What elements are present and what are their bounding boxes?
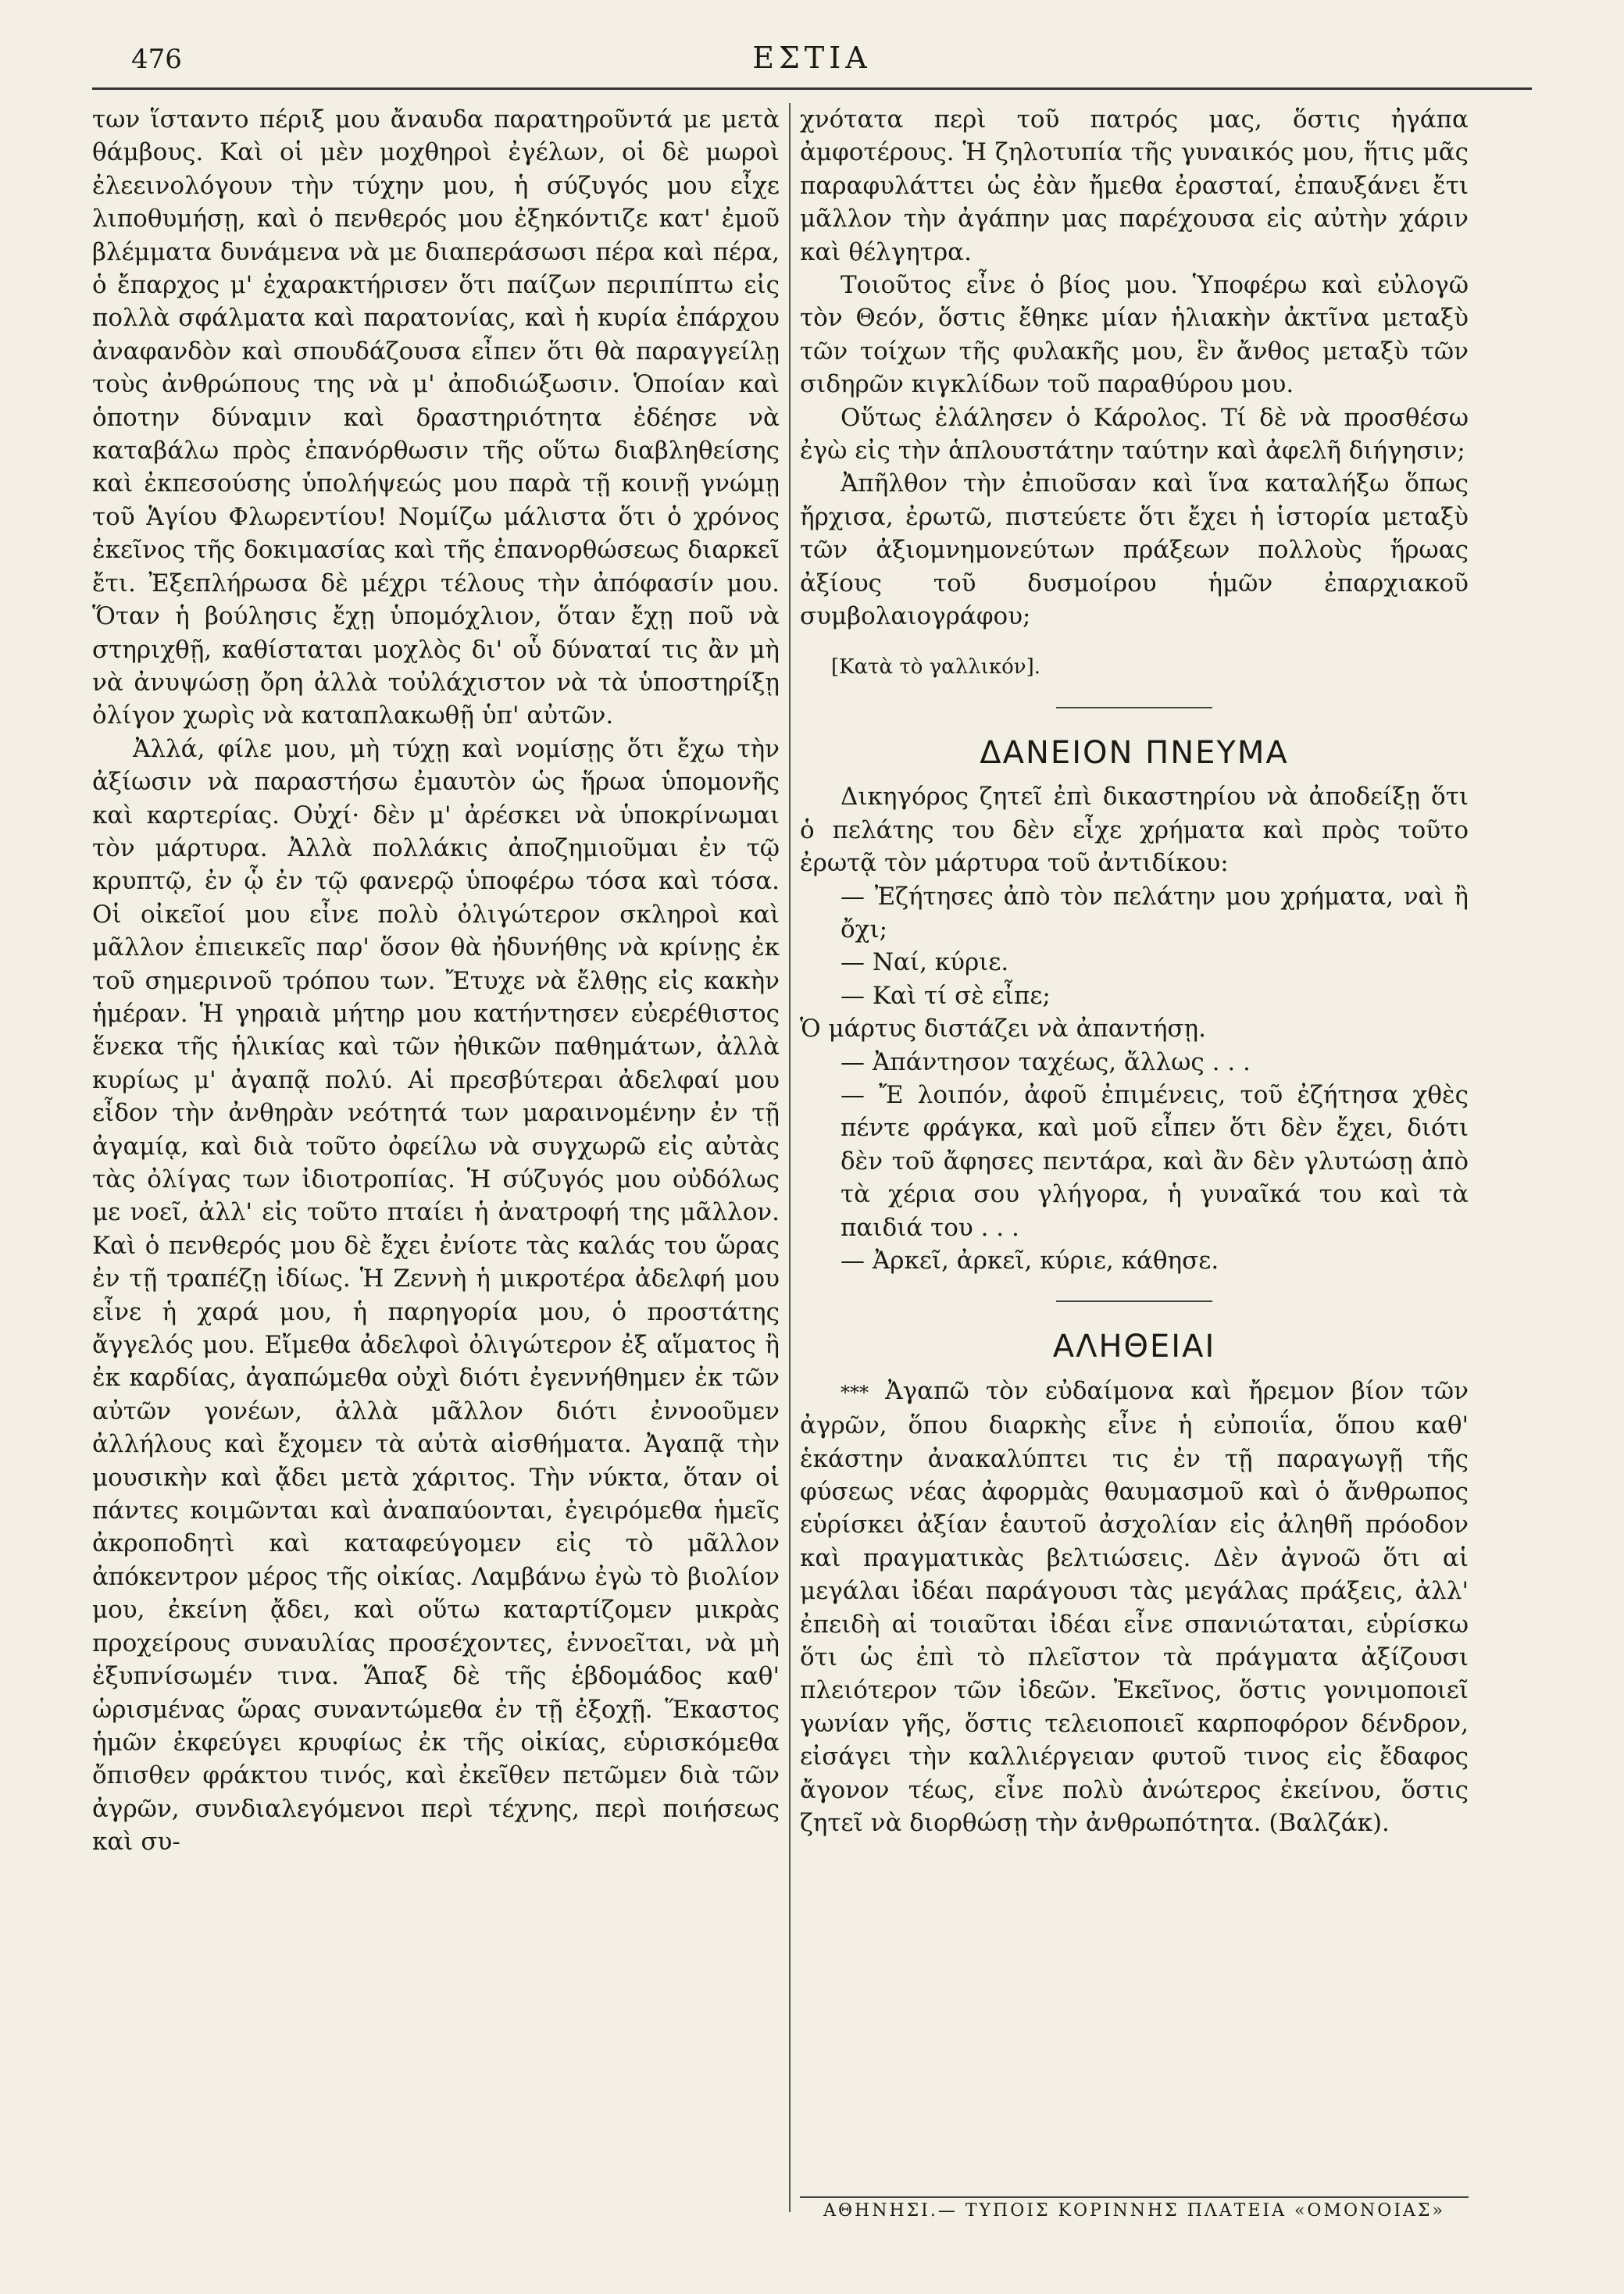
right-paragraph-1: χνότατα περὶ τοῦ πατρός μας, ὅστις ἠγάπα ἀμφοτέρους. Ἡ ζηλοτυπία τῆς γυναικός μου, ἥτις μᾶς παραφυλάττει ὡς ἐὰν ἤμεθα ἐρασταί, ἐπαυξάνει ἔτι μᾶλλον τὴν ἀγάπην μας παρέχουσα εἰς αὐτὴν χάριν καὶ θέλγητρα. xyxy=(800,105,1469,266)
anecdote-intro: Δικηγόρος ζητεῖ ἐπὶ δικαστηρίου νὰ ἀποδείξῃ ὅτι ὁ πελάτης του δὲν εἶχε χρήματα καὶ πρὸς τοῦτο ἐρωτᾷ τὸν μάρτυρα τοῦ ἀντιδίκου: xyxy=(800,783,1469,878)
source-note: [Κατὰ τὸ γαλλικόν]. xyxy=(831,655,1040,679)
footer-rule xyxy=(800,2196,1469,2198)
asterism: *** xyxy=(841,1381,869,1404)
aletheiai-paragraph xyxy=(800,1375,1469,1840)
section-separator xyxy=(1056,1300,1212,1302)
dialogue-line-6: — Ἔ λοιπόν, ἀφοῦ ἐπιμένεις, τοῦ ἐζήτησα χθὲς πέντε φράγκα, καὶ μοῦ εἶπεν ὅτι δὲν ἔχει, διότι δὲν τοῦ ἄφησες πεντάρα, καὶ ἂν δὲν γλυτώσῃ ἀπὸ τὰ χέρια σου γλήγορα, ἡ γυναῖκά του καὶ τὰ παιδιά του . . . xyxy=(841,1080,1469,1242)
dialogue-line-2: — Ναί, κύριε. xyxy=(841,948,1009,977)
right-paragraph-4: Ἀπῆλθον τὴν ἐπιοῦσαν καὶ ἵνα καταλήξω ὅπως ἤρχισα, ἐρωτῶ, πιστεύετε ὅτι ἔχει ἡ ἱστορία μεταξὺ τῶν ἀξιομνημονεύτων πράξεων πολλοὺς ἥρωας ἀξίους τοῦ δυσμοίρου ἡμῶν ἐπαρχιακοῦ συμβολαιογράφου; xyxy=(800,469,1469,631)
column-divider xyxy=(789,103,791,2212)
section-title-aletheiai: ΑΛΗΘΕΙΑΙ xyxy=(1052,1329,1216,1365)
page-number: 476 xyxy=(131,44,182,75)
dialogue-line-4: Ὁ μάρτυς διστάζει νὰ ἀπαντήσῃ. xyxy=(800,1015,1206,1044)
printer-imprint: ΑΘΗΝΗΣΙ.— ΤΥΠΟΙΣ ΚΟΡΙΝΝΗΣ ΠΛΑΤΕΙΑ «ΟΜΟΝΟΙΑΣ» xyxy=(823,2201,1445,2221)
left-paragraph-2: Ἀλλά, φίλε μου, μὴ τύχῃ καὶ νομίσῃς ὅτι ἔχω τὴν ἀξίωσιν νὰ παραστήσω ἐμαυτὸν ὡς ἥρωα ὑπομονῆς καὶ καρτερίας. Οὐχί· δὲν μ' ἀρέσκει νὰ ὑποκρίνωμαι τὸν μάρτυρα. Ἀλλὰ πολλάκις ἀποζημιοῦμαι ἐν τῷ κρυπτῷ, ἐν ᾧ ἐν τῷ φανερῷ ὑποφέρω τόσα καὶ τόσα. Οἱ οἰκεῖοί μου εἶνε πολὺ ὀλιγώτερον σκληροὶ καὶ μᾶλλον ἐπιεικεῖς παρ' ὅσον θὰ ἠδυνήθης νὰ κρίνῃς ἐκ τοῦ σημερινοῦ τρόπου των. Ἔτυχε νὰ ἔλθῃς εἰς κακὴν ἡμέραν. Ἡ γηραιὰ μήτηρ μου κατήντησεν εὐερέθιστος ἕνεκα τῆς ἡλικίας καὶ τῶν ἠθικῶν παθημάτων, ἀλλὰ κυρίως μ' ἀγαπᾷ πολύ. Αἱ πρεσβύτεραι ἀδελφαί μου εἶδον τὴν ἀνθηρὰν νεότητά των μαραινομένην ἐν τῇ ἀγαμίᾳ, καὶ διὰ τοῦτο ὀφείλω νὰ συγχωρῶ εἰς αὐτὰς τὰς ὀλίγας των ἰδιοτροπίας. Ἡ σύζυγός μου οὐδόλως με νοεῖ, ἀλλ' εἰς τοῦτο πταίει ἡ ἀνατροφή της μᾶλλον. Καὶ ὁ πενθερός μου δὲ ἔχει ἐνίοτε τὰς καλάς του ὥρας ἐν τῇ τραπέζῃ ἰδίως. Ἡ Ζεννὴ ἡ μικροτέρα ἀδελφή μου εἶνε ἡ χαρά μου, ἡ παρηγορία μου, ὁ προστάτης ἄγγελός μου. Εἴμεθα ἀδελφοὶ ὀλιγώτερον ἐξ αἵματος ἢ ἐκ καρδίας, ἀγαπώμεθα οὐχὶ διότι ἐγεννήθημεν ἐκ τῶν αὐτῶν γονέων, ἀλλὰ μᾶλλον διότι ἐννοοῦμεν ἀλλήλους καὶ ἔχομεν τὰ αὐτὰ αἰσθήματα. Ἀγαπᾷ τὴν μουσικὴν καὶ ᾄδει μετὰ χάριτος. Τὴν νύκτα, ὅταν οἱ πάντες κοιμῶνται καὶ ἀναπαύονται, ἐγειρόμεθα ἡμεῖς ἀκροποδητὶ καὶ καταφεύγομεν εἰς τὸ μᾶλλον ἀπόκεντρον μέρος τῆς οἰκίας. Λαμβάνω ἐγὼ τὸ βιολίον μου, ἐκείνη ᾄδει, καὶ οὕτω καταρτίζομεν μικρὰς προχείρους συναυλίας προσέχοντες, ἐννοεῖται, νὰ μὴ ἐξυπνίσωμέν τινα. Ἅπαξ δὲ τῆς ἑβδομάδος καθ' ὡρισμένας ὥρας συναντώμεθα ἐν τῇ ἐξοχῇ. Ἕκαστος ἡμῶν ἐκφεύγει κρυφίως ἐκ τῆς οἰκίας, εὑρισκόμεθα ὄπισθεν φράκτου τινός, καὶ ἐκεῖθεν πετῶμεν διὰ τῶν ἀγρῶν, συνδιαλεγόμενοι περὶ τέχνης, περὶ ποιήσεως καὶ συ- xyxy=(92,734,780,1857)
right-paragraph-3: Οὕτως ἐλάλησεν ὁ Κάρολος. Τί δὲ νὰ προσθέσω ἐγὼ εἰς τὴν ἁπλουστάτην ταύτην καὶ ἀφελῆ διήγησιν; xyxy=(800,403,1469,466)
running-head: ΕΣΤΙΑ xyxy=(752,41,872,75)
dialogue-line-3: — Καὶ τί σὲ εἶπε; xyxy=(841,981,1051,1010)
dialogue-line-7: — Ἀρκεῖ, ἀρκεῖ, κύριε, κάθησε. xyxy=(841,1247,1219,1275)
right-column xyxy=(800,103,1469,1840)
dialogue-line-1: — Ἐζήτησες ἀπὸ τὸν πελάτην μου χρήματα, ναὶ ἢ ὄχι; xyxy=(841,882,1469,944)
right-paragraph-2: Τοιοῦτος εἶνε ὁ βίος μου. Ὑποφέρω καὶ εὐλογῶ τὸν Θεόν, ὅστις ἔθηκε μίαν ἡλιακὴν ἀκτῖνα μεταξὺ τῶν τοίχων τῆς φυλακῆς μου, ἓν ἄνθος μεταξὺ τῶν σιδηρῶν κιγκλίδων τοῦ παραθύρου μου. xyxy=(800,271,1469,399)
left-column xyxy=(92,103,780,1859)
section-title-daneion-pneuma: ΔΑΝΕΙΟΝ ΠΝΕΥΜΑ xyxy=(980,734,1289,771)
header-rule xyxy=(92,87,1532,90)
section-separator xyxy=(1056,707,1212,708)
aletheiai-text: Ἀγαπῶ τὸν εὐδαίμονα καὶ ἤρεμον βίον τῶν ἀγρῶν, ὅπου διαρκὴς εἶνε ἡ εὐποιΐα, ὅπου καθ' ἑκάστην ἀνακαλύπτει τις ἐν τῇ παραγωγῇ τῆς φύσεως νέας ἀφορμὰς θαυμασμοῦ καὶ ὁ ἄνθρωπος εὑρίσκει ἀξίαν ἑαυτοῦ ἀσχολίαν εἰς ἀληθῆ πρόοδον καὶ πραγματικὰς βελτιώσεις. Δὲν ἀγνοῶ ὅτι αἱ μεγάλαι ἰδέαι παράγουσι τὰς μεγάλας πράξεις, ἀλλ' ἐπειδὴ αἱ τοιαῦται ἰδέαι εἶνε σπανιώταται, εὑρίσκω ὅτι ὡς ἐπὶ τὸ πλεῖστον τὰ πράγματα ἀξίζουσι πλειότερον τῶν ἰδεῶν. Ἐκεῖνος, ὅστις γονιμοποιεῖ γωνίαν γῆς, ὅστις τελειοποιεῖ καρποφόρον δένδρον, εἰσάγει τὴν καλλιέργειαν φυτοῦ τινος εἰς ἔδαφος ἄγονον τέως, εἶνε πολὺ ἀνώτερος ἐκείνου, ὅστις ζητεῖ νὰ διορθώσῃ τὴν ἀνθρωπότητα. (Βαλζάκ). xyxy=(800,1376,1469,1838)
dialogue-line-5: — Ἀπάντησον ταχέως, ἄλλως . . . xyxy=(841,1047,1251,1076)
left-paragraph-1: των ἵσταντο πέριξ μου ἄναυδα παρατηροῦντά με μετὰ θάμβους. Καὶ οἱ μὲν μοχθηροὶ ἐγέλων, οἱ δὲ μωροὶ ἐλεεινολόγουν τὴν τύχην μου, ἡ σύζυγός μου εἶχε λιποθυμήσῃ, καὶ ὁ πενθερός μου ἐξηκόντιζε κατ' ἐμοῦ βλέμματα δυνάμενα νὰ με διαπεράσωσι πέρα καὶ πέρα, ὁ ἔπαρχος μ' ἐχαρακτήρισεν ὅτι παίζων περιπίπτω εἰς πολλὰ σφάλματα καὶ παρατονίας, καὶ ἡ κυρία ἐπάρχου ἀναφανδὸν καὶ σπουδάζουσα εἶπεν ὅτι θὰ παραγγείλῃ τοὺς ἀνθρώπους της νὰ μ' ἀποδιώξωσιν. Ὁποίαν καὶ ὁποτην δύναμιν καὶ δραστηριότητα ἐδέησε νὰ καταβάλω πρὸς ἐπανόρθωσιν τῆς οὕτω διαβληθείσης καὶ ἐκπεσούσης ὑπολήψεώς μου παρὰ τῇ κοινῇ γνώμῃ τοῦ Ἁγίου Φλωρεντίου! Νομίζω μάλιστα ὅτι ὁ χρόνος ἐκεῖνος τῆς δοκιμασίας καὶ τῆς ἐπανορθώσεως διαρκεῖ ἔτι. Ἐξεπλήρωσα δὲ μέχρι τέλους τὴν ἀπόφασίν μου. Ὅταν ἡ βούλησις ἔχῃ ὑπομόχλιον, ὅταν ἔχῃ ποῦ νὰ στηριχθῇ, καθίσταται μοχλὸς δι' οὗ δύναταί τις ἂν μὴ νὰ ἀνυψώσῃ ὄρη ἀλλὰ τοὐλάχιστον νὰ τὰ ὑποστηρίξῃ ὀλίγον χωρὶς νὰ καταπλακωθῇ ὑπ' αὐτῶν. xyxy=(92,105,780,730)
